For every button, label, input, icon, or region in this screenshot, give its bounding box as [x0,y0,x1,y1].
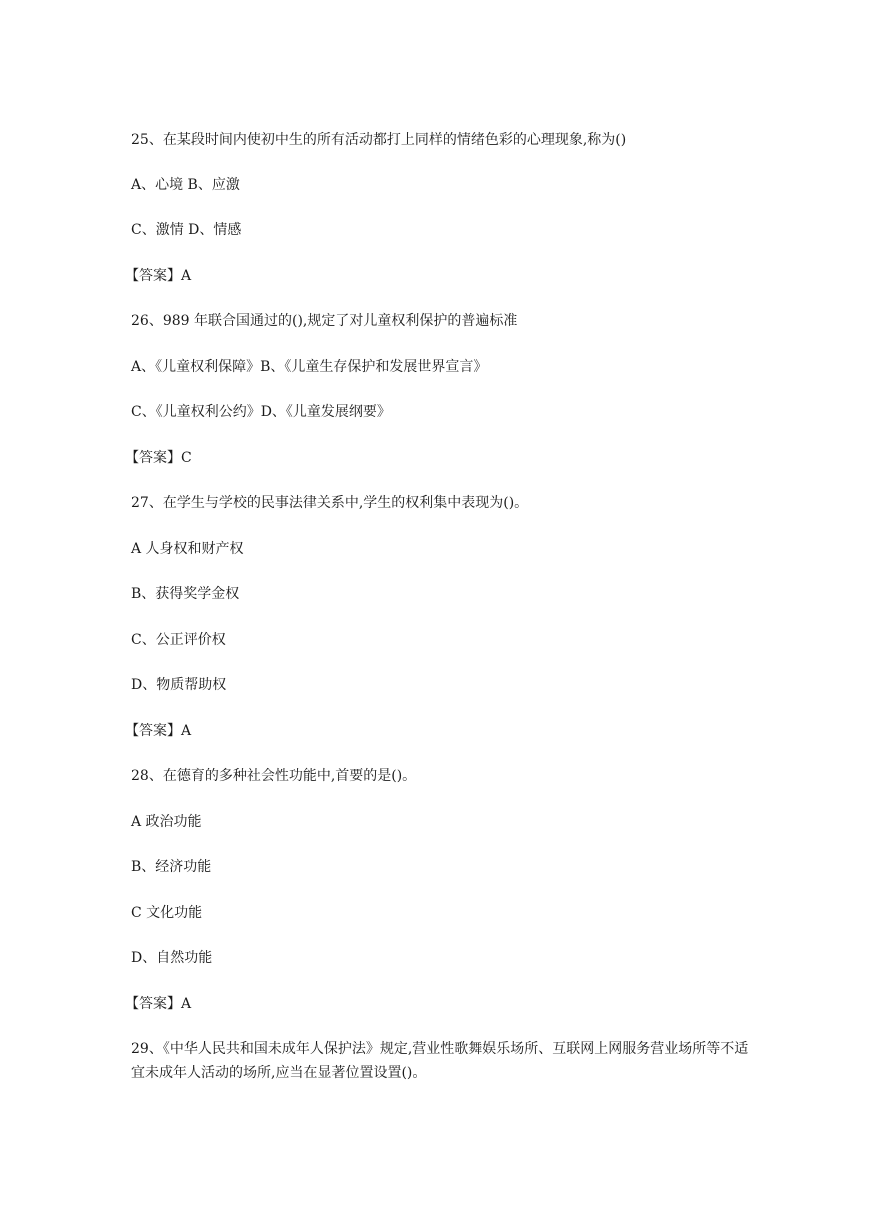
question-28-option-b: B、经济功能 [131,859,212,875]
question-29-stem: 29、《中华人民共和国未成年人保护法》规定,营业性歌舞娱乐场所、互联网上网服务营业场所等不适宜未成年人活动的场所,应当在显著位置设置()。 [131,1041,749,1081]
question-26-option-cd: C、《儿童权利公约》D、《儿童发展纲要》 [131,404,391,420]
question-27-option-a: A 人身权和财产权 [131,541,244,557]
question-25-stem: 25、在某段时间内使初中生的所有活动都打上同样的情绪色彩的心理现象,称为() [131,132,627,148]
question-28-stem: 28、在德育的多种社会性功能中,首要的是()。 [131,768,417,784]
question-27-answer: 【答案】A [125,723,192,739]
question-25-answer: 【答案】A [125,268,192,284]
question-27-option-b: B、获得奖学金权 [131,586,240,602]
question-27-stem: 27、在学生与学校的民事法律关系中,学生的权利集中表现为()。 [131,495,529,511]
question-28-option-c: C 文化功能 [131,905,203,921]
question-27-option-d: D、物质帮助权 [131,677,227,693]
question-25-option-cd: C、激情 D、情感 [131,222,242,238]
question-27-option-c: C、公正评价权 [131,632,226,648]
question-26-option-ab: A、《儿童权利保障》B、《儿童生存保护和发展世界宣言》 [131,359,488,375]
question-28-answer: 【答案】A [125,996,192,1012]
question-26-stem: 26、989 年联合国通过的(),规定了对儿童权利保护的普遍标准 [131,313,518,329]
question-28-option-d: D、自然功能 [131,950,213,966]
question-25-option-ab: A、心境 B、应激 [131,177,240,193]
question-28-option-a: A 政治功能 [131,814,202,830]
question-26-answer: 【答案】C [125,450,192,466]
